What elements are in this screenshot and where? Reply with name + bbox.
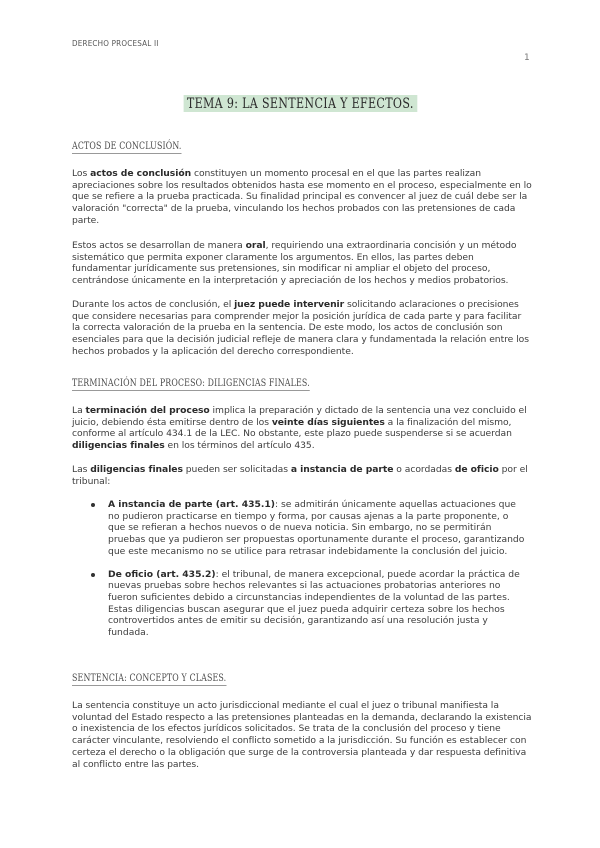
- bold-text: actos de conclusión: [90, 168, 192, 179]
- section-heading-text: SENTENCIA: CONCEPTO Y CLASES.: [72, 672, 227, 684]
- text: La sentencia constituye un acto jurisdiccional mediante el cual el juez o tribunal manifiesta la voluntad del Estado respecto a las pretensiones planteadas en la demanda, declarando la existencia o inexistencia de los efectos jurídicos solicitados. Se trata de la conclusión del proceso y tiene carácter vinculante, resolviendo el conflicto sometido a la jurisdicción. Su función es establecer con certeza el derecho o la obligación que surge de la controversia planteada y dar respuesta definitiva al conflicto entre las partes.: [72, 700, 532, 770]
- bullet-list: [88, 499, 528, 650]
- section-heading-text: ACTOS DE CONCLUSIÓN.: [72, 140, 182, 152]
- paragraph: [72, 240, 532, 287]
- page-number: 1: [524, 53, 530, 63]
- text: implica la preparación y dictado de la sentencia una vez concluido el juicio, debiendo ésta emitirse dentro de los: [72, 405, 527, 428]
- bold-text: juez puede intervenir: [234, 299, 345, 310]
- bold-text: De oficio (art. 435.2): [108, 568, 216, 580]
- text: La: [72, 405, 86, 416]
- text: Durante los actos de conclusión, el: [72, 299, 235, 310]
- text: por el tribunal:: [72, 464, 528, 487]
- bold-text: oral: [245, 240, 266, 251]
- text: Estos actos se desarrollan de manera: [72, 240, 246, 251]
- text: : se admitirán únicamente aquellas actuaciones que no pudieron practicarse en tiempo y forma, por causas ajenas a la parte proponente, o que se refieran a hechos nuevos o de nueva noticia. Sin embargo, no se permitirán pruebas que ya pudieron ser propuestas oportunamente durante el proceso, garantizando que este mecanismo no se utilice para retrasar indebidamente la conclusión del juicio.: [108, 499, 525, 557]
- paragraph: [72, 405, 532, 452]
- text: o acordadas: [393, 464, 455, 475]
- bold-text: terminación del proceso: [85, 405, 210, 416]
- section-heading-sentencia: [72, 672, 226, 684]
- text: pueden ser solicitadas: [182, 464, 291, 475]
- section-heading-actos-conclusion: [72, 140, 182, 152]
- document-title: TEMA 9: LA SENTENCIA Y EFECTOS.: [183, 95, 416, 112]
- list-item: [88, 569, 528, 639]
- text: Las: [72, 464, 91, 475]
- bold-text: de oficio: [454, 464, 499, 475]
- section-heading-text: TERMINACIÓN DEL PROCESO: DILIGENCIAS FINALES.: [72, 377, 310, 389]
- running-header: DERECHO PROCESAL II: [72, 39, 159, 48]
- bold-text: A instancia de parte (art. 435.1): [108, 499, 275, 510]
- list-item: [88, 499, 528, 558]
- text: constituyen un momento procesal en el que las partes realizan apreciaciones sobre los resultados obtenidos hasta ese momento en el proceso, especialmente en lo que se refiere a la prueba practicada. Su finalidad principal es convencer al juez de cuál debe ser la valoración "correcta" de la prueba, vinculando los hechos probados con las pretensiones de cada parte.: [72, 168, 532, 226]
- text: Los: [72, 168, 91, 179]
- paragraph: [72, 299, 532, 358]
- title-container: [0, 93, 600, 112]
- paragraph: [72, 168, 532, 227]
- bold-text: a instancia de parte: [290, 464, 394, 475]
- text: a la finalización del mismo, conforme al artículo 434.1 de la LEC. No obstante, este plazo puede suspenderse si se acuerdan: [72, 416, 512, 440]
- bold-text: veinte días siguientes: [271, 416, 385, 428]
- text: solicitando aclaraciones o precisiones que considere necesarias para comprender mejor la posición jurídica de cada parte y para facilitar la correcta valoración de la prueba en la sentencia. De este modo, los actos de conclusión son esenciales para que la decisión judicial refleje de manera clara y fundamentada la relación entre los hechos probados y la aplicación del derecho correspondiente.: [72, 299, 529, 357]
- paragraph: [72, 464, 532, 487]
- text: , requiriendo una extraordinaria concisión y un método sistemático que permita exponer claramente los argumentos. En ellos, las partes deben fundamentar jurídicamente sus pretensiones, sin modificar ni ampliar el objeto del proceso, centrándose únicamente en la interpretación y apreciación de los hechos y medios probatorios.: [72, 240, 517, 287]
- bold-text: diligencias finales: [72, 440, 165, 452]
- text: : el tribunal, de manera excepcional, puede acordar la práctica de nuevas pruebas sobre hechos relevantes si las actuaciones probatorias anteriores no fueron suficientes debido a circunstancias independientes de la voluntad de las partes. Estas diligencias buscan asegurar que el juez pueda adquirir certeza sobre los hechos controvertidos antes de emitir su decisión, garantizando así una resolución justa y fundada.: [108, 568, 520, 639]
- text: en los términos del artículo 435.: [164, 440, 315, 452]
- paragraph: [72, 700, 532, 770]
- section-heading-terminacion: [72, 377, 310, 389]
- bold-text: diligencias finales: [90, 464, 183, 475]
